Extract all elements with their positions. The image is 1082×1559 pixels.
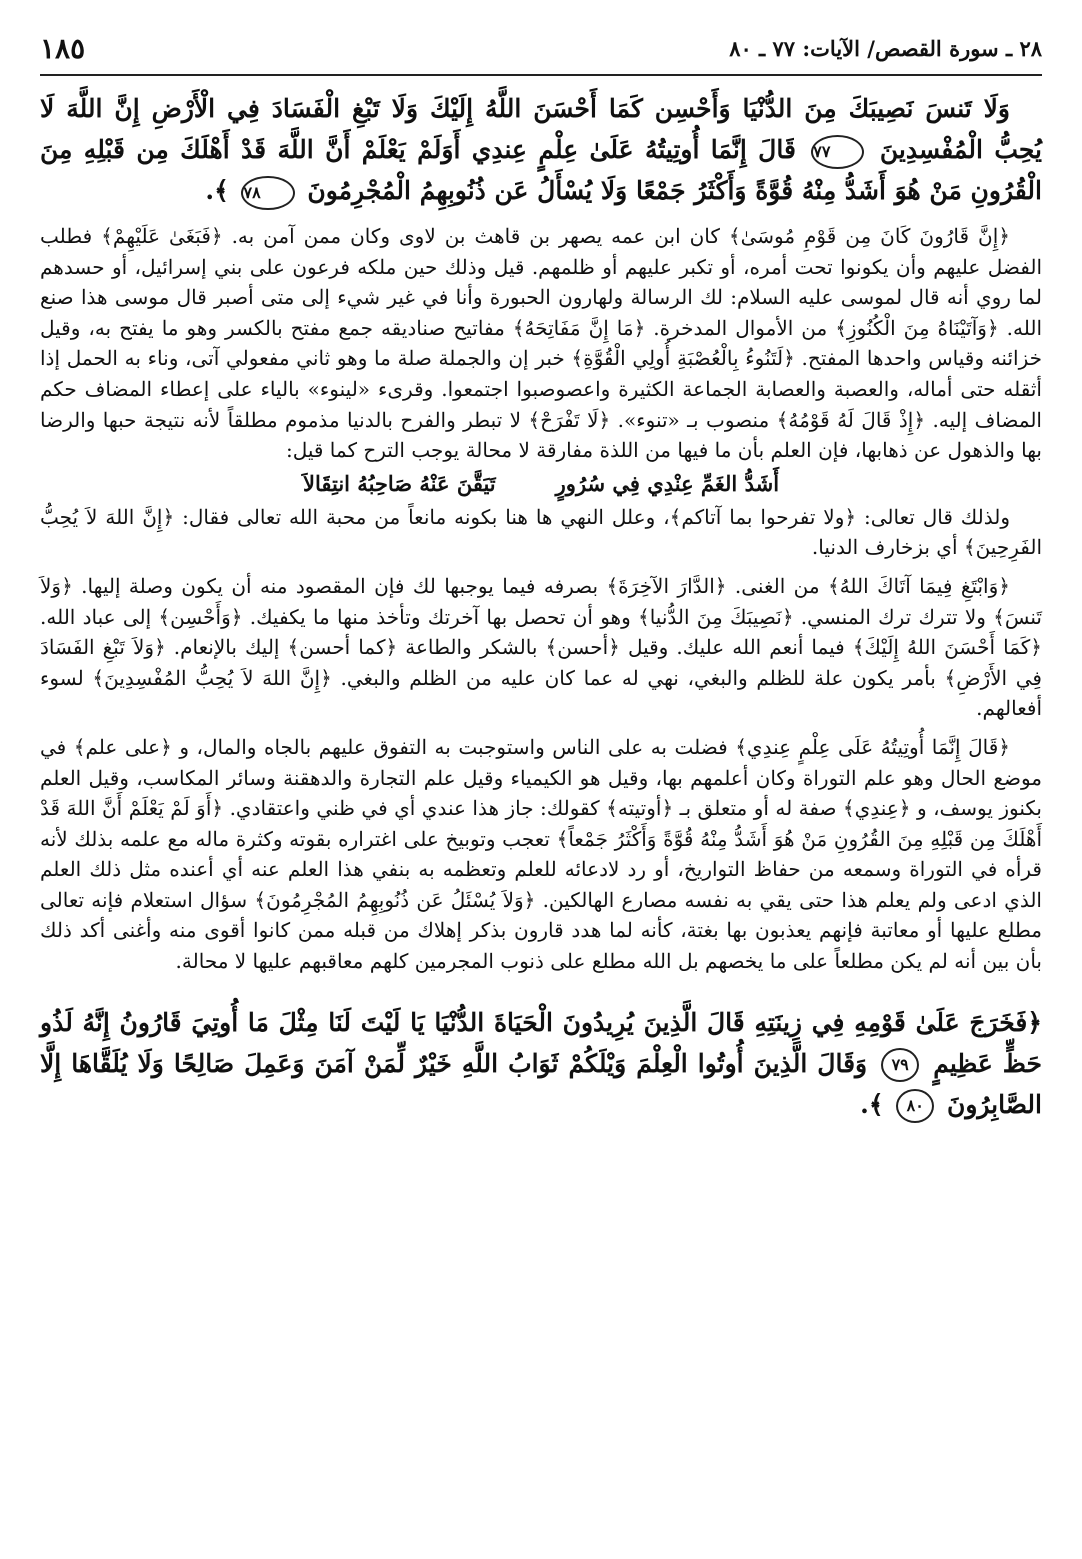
page-header <box>40 30 1042 76</box>
verse-78-text: قَالَ إِنَّمَا أُوتِيتُهُ عَلَىٰ عِلْمٍ عِندِي أَوَلَمْ يَعْلَمْ أَنَّ اللَّهَ قَدْ أَهْلَكَ مِن قَبْلِهِ مِنَ الْقُرُونِ مَنْ هُوَ أَشَدُّ مِنْهُ قُوَّةً وَأَكْثَرُ جَمْعًا وَلَا يُسْأَلُ عَن ذُنُوبِهِمُ الْمُجْرِمُونَ <box>40 135 1042 205</box>
commentary-block-1 <box>40 221 1042 466</box>
page-number: ١٨٥ <box>40 32 86 65</box>
commentary-paragraph: ﴿وَابْتَغِ فِيمَا آتَاكَ اللهُ﴾ من الغنى. ﴿الدَّارَ الآخِرَةَ﴾ بصرفه فيما يوجبها لك فإن المقصود منه أن يكون وصلة إليها. ﴿وَلاَ تَنسَ﴾ ولا تترك ترك المنسي. ﴿نَصِيبَكَ مِنَ الدُّنيا﴾ وهو أن تحصل بها آخرتك وتأخذ منها ما يكفيك. ﴿وَأَحْسِن﴾ إلى عباد الله. ﴿كَمَا أَحْسَنَ اللهُ إِلَيْكَ﴾ فيما أنعم الله عليك. وقيل ﴿أحسن﴾ بالشكر والطاعة ﴿كما أحسن﴾ إليك بالإنعام. ﴿وَلاَ تَبْغِ الفَسَادَ فِي الأَرْضِ﴾ بأمر يكون علة للظلم والبغي، نهي له عما كان عليه من الظلم والبغي. ﴿إِنَّ اللهَ لاَ يُحِبُّ المُفْسِدِينَ﴾ لسوء أفعالهم. <box>40 573 1043 721</box>
commentary-paragraph: ﴿إِنَّ قَارُونَ كَانَ مِن قَوْمِ مُوسَىٰ﴾ كان ابن عمه يصهر بن قاهث بن لاوى وكان ممن آمن به. ﴿فَبَغَىٰ عَلَيْهِمْ﴾ فطلب الفضل عليهم وأن يكونوا تحت أمره، أو تكبر عليهم أو ظلمهم. قيل وذلك حين ملكه فرعون على بني إسرائيل، أو حسدهم لما روي أنه قال لموسى عليه السلام: لك الرسالة ولهارون الحبورة وأنا في غير شيء إلى متى أصبر قال موسى هذا صنع الله. ﴿وَآتَيْنَاهُ مِنَ الْكُنُوزِ﴾ من الأموال المدخرة. ﴿مَا إِنَّ مَفَاتِحَهُ﴾ مفاتيح صناديقه جمع مفتح بالكسر وهو ما يفتح به، وقيل خزائنه وقياس واحدها المفتح. ﴿لَتَنُوءُ بِالْعُصْبَةِ أُولِي الْقُوَّةِ﴾ خبر إن والجملة صلة ما وهو ثاني مفعولي آتى، وناء به الحمل إذا أثقله حتى أماله، والعصبة والعصابة الجماعة الكثيرة واعصوصبوا اجتمعوا. وقرىء «لينوء» بالياء على إعطاء المضاف حكم المضاف إليه. ﴿إِذْ قَالَ لَهُ قَوْمُهُ﴾ منصوب بـ «تنوء». ﴿لَا تَفْرَحْ﴾ لا تبطر والفرح بالدنيا مذموم مطلقاً لأنه نتيجة حبها والرضا بها والذهول عن ذهابها، فإن العلم بأن ما فيها من اللذة مفارقة لا محالة يوجب الترح كما قيل: <box>40 224 1042 463</box>
chapter-title: ٢٨ ـ سورة القصص/ الآيات: ٧٧ ـ ٨٠ <box>729 36 1042 61</box>
ayah-marker-80: ٨٠ <box>896 1089 934 1123</box>
quran-verses-top <box>40 88 1042 211</box>
commentary-paragraph: ولذلك قال تعالى: ﴿ولا تفرحوا بما آتاكم﴾، وعلل النهي ها هنا بكونه مانعاً من محبة الله تعالى فقال: ﴿إِنَّ اللهَ لاَ يُحِبُّ الفَرِحِينَ﴾ أي بزخارف الدنيا. <box>40 504 1042 560</box>
verse-79-text: ﴿فَخَرَجَ عَلَىٰ قَوْمِهِ فِي زِينَتِهِ قَالَ الَّذِينَ يُرِيدُونَ الْحَيَاةَ الدُّنْيَا يَا لَيْتَ لَنَا مِثْلَ مَا أُوتِيَ قَارُونُ إِنَّهُ لَذُو حَظٍّ عَظِيمٍ <box>40 1007 1042 1078</box>
poem-verse <box>40 466 1042 502</box>
verse-77-text: وَلَا تَنسَ نَصِيبَكَ مِنَ الدُّنْيَا وَأَحْسِن كَمَا أَحْسَنَ اللَّهُ إِلَيْكَ وَلَا تَبْغِ الْفَسَادَ فِي الْأَرْضِ إِنَّ اللَّهَ لَا يُحِبُّ الْمُفْسِدِينَ <box>40 94 1042 164</box>
ayah-marker-77: ٧٧ <box>811 135 864 169</box>
poem-hemistich-left: تَيَقَّنَ عَنْهُ صَاحِبُهُ انتِقَالاَ <box>302 470 496 496</box>
quran-verses-bottom <box>40 1002 1042 1125</box>
verse-close: ﴾. <box>860 1089 884 1119</box>
ayah-marker-78: ٧٨ <box>241 176 294 210</box>
commentary-block-2 <box>40 502 1042 977</box>
commentary-paragraph: ﴿قَالَ إِنَّمَا أُوتِيتُهُ عَلَى عِلْمٍ عِندِي﴾ فضلت به على الناس واستوجبت به التفوق عليهم بالجاه والمال، و ﴿على علم﴾ في موضع الحال وهو علم التوراة وكان أعلمهم بها، وقيل هو الكيمياء وقيل علم التجارة والدهقنة وسائر المكاسب، وقيل العلم بكنوز يوسف، و ﴿عِندِي﴾ صفة له أو متعلق بـ ﴿أوتيته﴾ كقولك: جاز هذا عندي أي في ظني واعتقادي. ﴿أَوَ لَمْ يَعْلَمْ أَنَّ اللهَ قَدْ أَهْلَكَ مِن قَبْلِهِ مِنَ القُرُونِ مَنْ هُوَ أَشَدُّ مِنْهُ قُوَّةً وَأَكْثَرُ جَمْعاً﴾ تعجب وتوبيخ على اغتراره بقوته وكثرة ماله مع علمه بذلك لأنه قرأه في التوراة وسمعه من حفاظ التواريخ، أو رد لادعائه للعلم وتعظمه به بنفي هذا العلم عنه أي أعنده مثل ذلك العلم الذي ادعى ولم يعلم هذا حتى يقي به نفسه مصارع الهالكين. ﴿وَلاَ يُسْئَلُ عَن ذُنُوبِهِمُ المُجْرِمُونَ﴾ سؤال استعلام فإنه تعالى مطلع عليها أو معاتبة فإنهم يعذبون بها بغتة، كأنه لما هدد قارون بذكر إهلاك من قبله ممن كانوا أقوى منه وأغنى أكد ذلك بأن بين أنه لم يكن مطلعاً على ما يخصهم بل الله مطلع على ذنوب المجرمين كلهم معاقبهم عليها لا محالة. <box>40 734 1042 974</box>
page <box>40 30 1042 1150</box>
verse-80-text: وَقَالَ الَّذِينَ أُوتُوا الْعِلْمَ وَيْلَكُمْ ثَوَابُ اللَّهِ خَيْرٌ لِّمَنْ آمَنَ وَعَمِلَ صَالِحًا وَلَا يُلَقَّاهَا إِلَّا الصَّابِرُونَ <box>40 1048 1042 1119</box>
ayah-marker-79: ٧٩ <box>881 1048 919 1082</box>
verse-close: ﴾. <box>205 176 229 205</box>
poem-hemistich-right: أَشَدُّ الغَمِّ عِنْدِي فِي سُرُورٍ <box>555 470 780 496</box>
